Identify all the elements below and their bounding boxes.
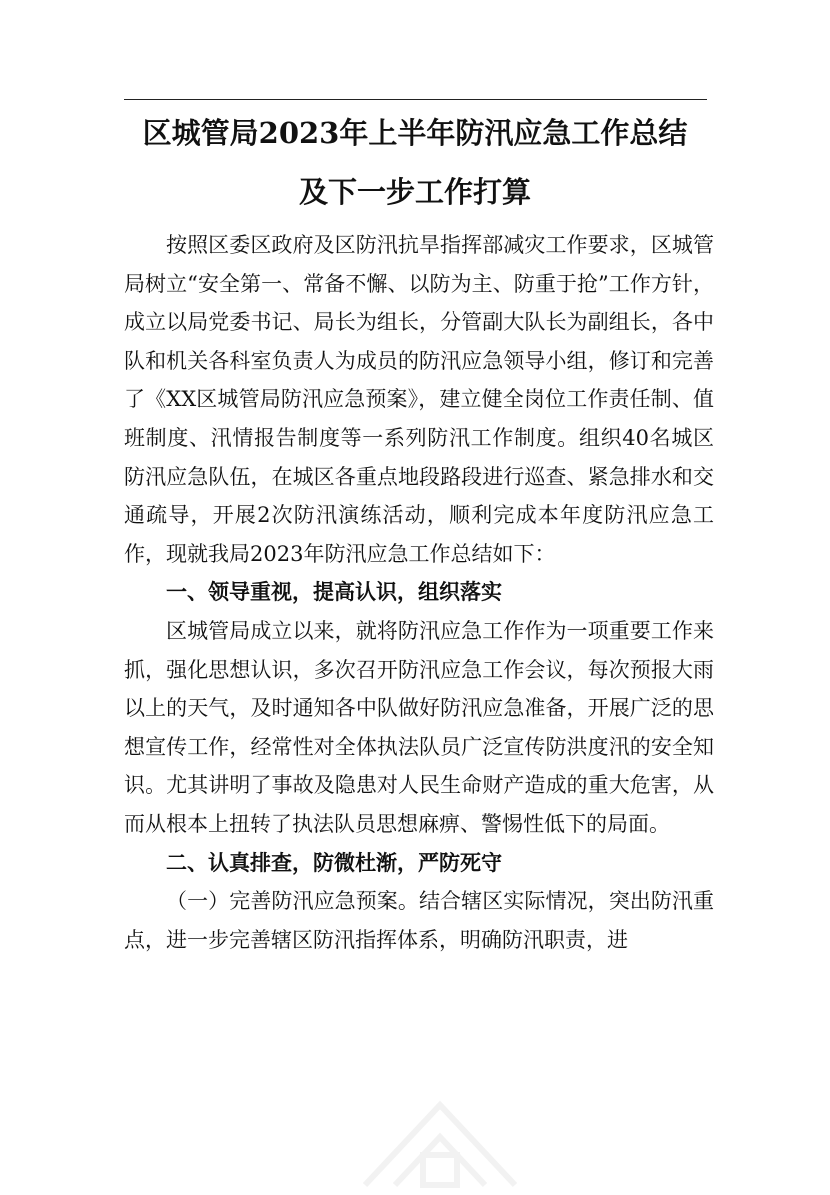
subsection-1-paragraph <box>124 882 714 959</box>
section-1-paragraph: 区城管局成立以来，就将防汛应急工作作为一项重要工作来抓，强化思想认识，多次召开防汛应急工作会议，每次预报大雨以上的天气，及时通知各中队做好防汛应急准备，开展广泛的思想宣传工作，经常性对全体执法队员广泛宣传防洪度汛的安全知识。尤其讲明了事故及隐患对人民生命财产造成的重大危害，从而从根本上扭转了执法队员思想麻痹、警惕性低下的局面。 <box>124 618 714 836</box>
section-heading-1: 一、领导重视，提高认识，组织落实 <box>166 580 502 605</box>
title-line-2: 及下一步工作打算 <box>298 175 531 209</box>
subsection-label: （一） <box>166 889 230 914</box>
document-body <box>124 226 714 959</box>
subsection-1-text: 完善防汛应急预案。结合辖区实际情况，突出防汛重点，进一步完善辖区防汛指挥体系，明确防汛职责，进 <box>124 889 715 952</box>
title-line-1: 区城管局2023年上半年防汛应急工作总结 <box>142 116 688 150</box>
section-heading-2: 二、认真排查，防微杜渐，严防死守 <box>166 850 502 875</box>
intro-paragraph: 按照区委区政府及区防汛抗旱指挥部减灾工作要求，区城管局树立“安全第一、常备不懈、以防为主、防重于抢”工作方针，成立以局党委书记、局长为组长，分管副大队长为副组长，各中队和机关各科室负责人为成员的防汛应急领导小组，修订和完善了《XX区城管局防汛应急预案》，建立健全岗位工作责任制、值班制度、汛情报告制度等一系列防汛工作制度。组织40名城区防汛应急队伍，在城区各重点地段路段进行巡查、紧急排水和交通疏导，开展2次防汛演练活动，顺利完成本年度防汛应急工作，现就我局2023年防汛应急工作总结如下： <box>124 233 714 566</box>
header-rule <box>124 99 707 100</box>
watermark-logo-icon <box>345 1085 535 1195</box>
